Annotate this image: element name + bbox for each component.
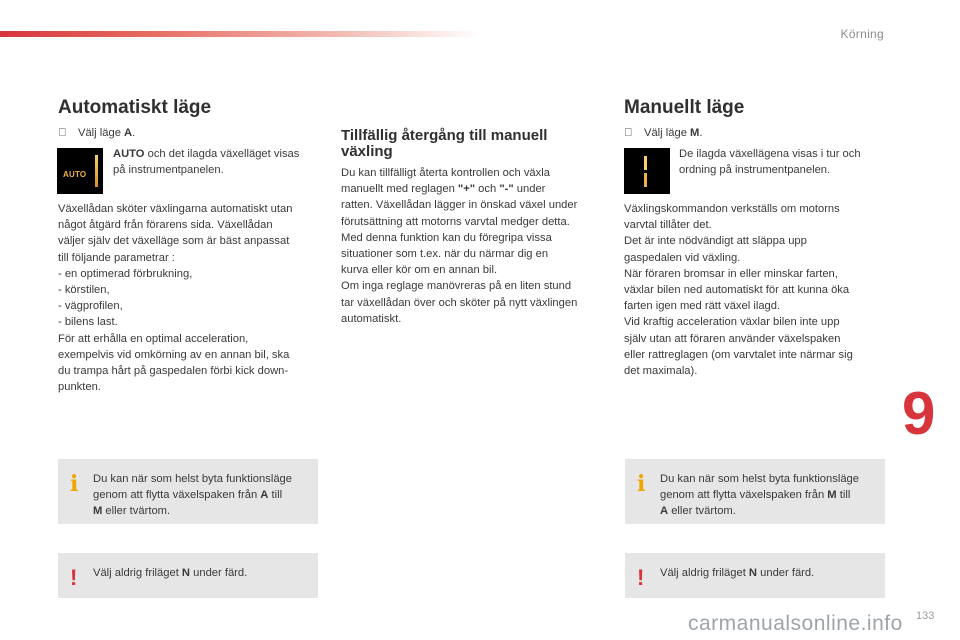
automatic-info-box [58, 459, 318, 524]
bullet-icon [624, 127, 644, 139]
manual-step: Välj läge M. [624, 127, 702, 139]
automatic-step: Välj läge A. [58, 127, 135, 139]
info-icon: i [70, 471, 79, 497]
manual-mode-heading: Manuellt läge [624, 97, 745, 118]
manual-warning-box [625, 553, 885, 598]
automatic-mode-heading: Automatiskt läge [58, 97, 212, 118]
automatic-warning-text: Välj aldrig friläget N under färd. [93, 567, 248, 579]
manual-info-text: Du kan när som helst byta funktionsläge genom att flytta växelspaken från M till A eller tvärtom. [660, 473, 859, 518]
automatic-info-text: Du kan när som helst byta funktionsläge genom att flytta växelspaken från A till M eller tvärtom. [93, 473, 292, 518]
bullet-icon [58, 127, 78, 139]
gear-indicator-bar [95, 155, 98, 187]
page-number: 133 [916, 610, 935, 622]
watermark: carmanualsonline.info [688, 612, 903, 635]
temporary-manual-heading: Tillfällig återgång till manuell växling [341, 127, 548, 160]
temporary-manual-body: Du kan tillfälligt återta kontrollen och växla manuellt med reglagen "+" och "-" under ratten. Växellådan lägger in önskad växel under förutsättning att motorns varvtal medger detta. Med denna funktion kan du föregripa vissa situationer som t.ex. när du närmar dig en kurva eller kör om en annan bil. Om inga reglage manövreras på en liten stund tar växellådan över och sköter på nytt växlingen automatiskt. [341, 167, 578, 325]
manual-body: Växlingskommandon verkställs om motorns varvtal tillåter det. Det är inte nödvändigt att släppa upp gaspedalen vid växling. När föraren bromsar in eller minskar farten, växlar bilen ned automatiskt för att kunna öka farten igen med rätt växel ilagd. Vid kraftig acceleration växlar bilen inte upp själv utan att föraren använder växelspaken eller rattreglagen (om varvtalet inte närmar sig det maximala). [624, 203, 853, 378]
chapter-number: 9 [902, 380, 936, 447]
manual-info-box [625, 459, 885, 524]
gear-indicator-upper [644, 156, 647, 170]
automatic-warning-box [58, 553, 318, 598]
manual-warning-text: Välj aldrig friläget N under färd. [660, 567, 815, 579]
automatic-body: Växellådan sköter växlingarna automatiskt utan något åtgärd från förarens sida. Växellådan väljer själv det växelläge som är bäst anpassat till följande parametrar : - en optimerad förbrukning, - körstilen, - vägprofilen, - bilens last. För att erhålla en optimal acceleration, exempelvis vid omkörning av en annan bil, ska du trampa hårt på gaspedalen förbi kick down- punkten. [58, 203, 293, 394]
manual-display-image [624, 148, 670, 194]
header-accent-bar [0, 31, 480, 37]
manual-display-caption: De ilagda växellägena visas i tur och ordning på instrumentpanelen. [679, 148, 861, 177]
auto-display-caption: AUTO och det ilagda växelläget visas på instrumentpanelen. [113, 148, 300, 177]
auto-display-image [57, 148, 103, 194]
warning-icon: ! [637, 565, 645, 590]
section-label: Körning [840, 27, 884, 41]
auto-display-label: AUTO [63, 170, 87, 179]
info-icon: i [637, 471, 646, 497]
warning-icon: ! [70, 565, 78, 590]
gear-indicator-lower [644, 173, 647, 187]
